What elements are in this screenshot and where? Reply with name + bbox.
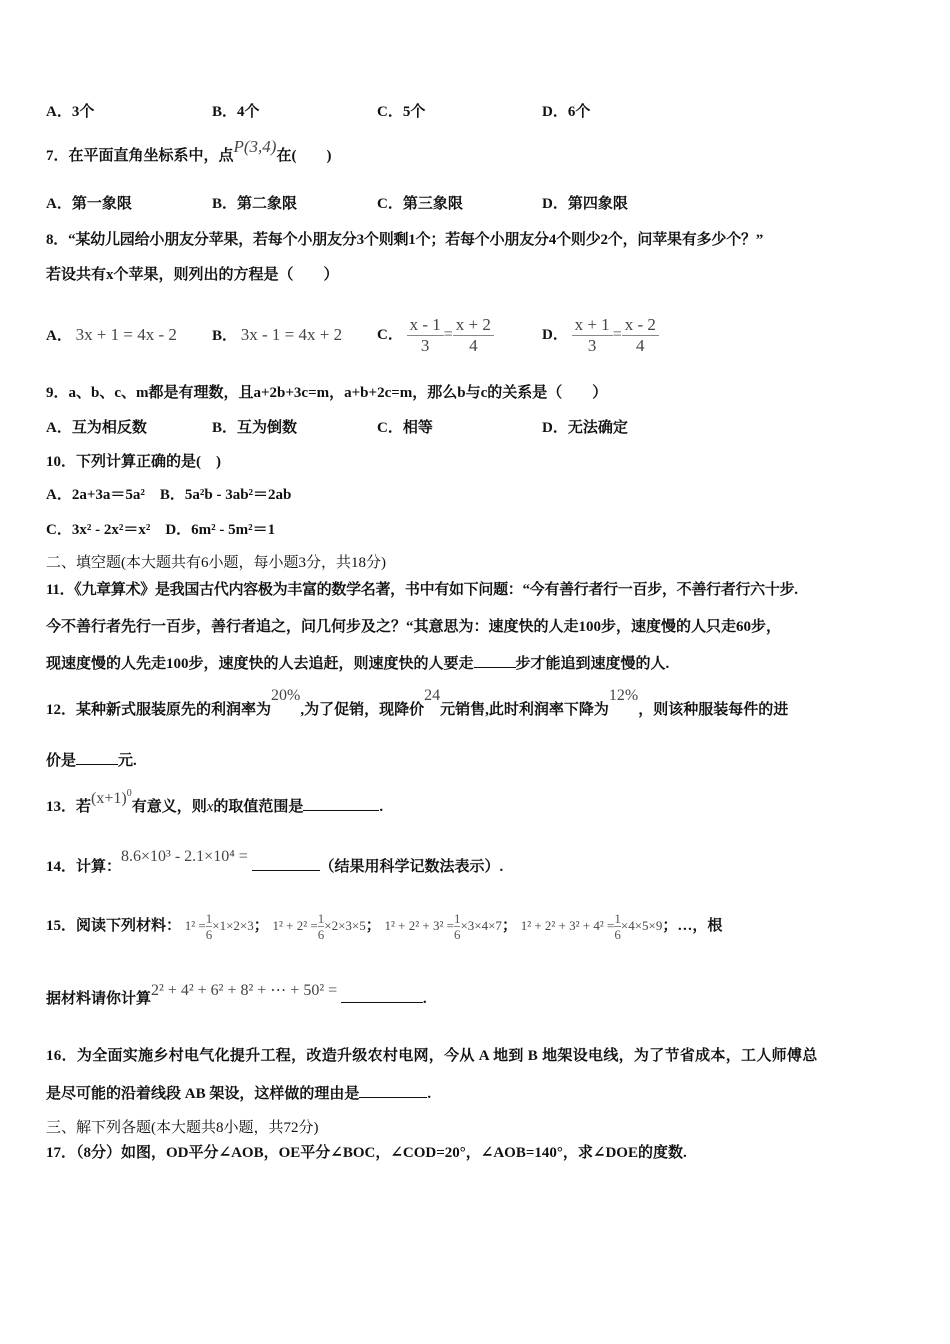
sep: ； bbox=[365, 918, 381, 934]
q7-tail: 在( ) bbox=[276, 148, 332, 164]
text: 价是 bbox=[46, 753, 77, 769]
math: 12% bbox=[608, 687, 639, 704]
q8-option-c bbox=[377, 300, 494, 370]
text: 现速度慢的人先走100步，速度快的人去追赶，则速度快的人要走 bbox=[46, 656, 474, 672]
numerator: 1 bbox=[614, 911, 621, 927]
q8-line1: 8．“某幼儿园给小朋友分苹果，若每个小朋友分3个则剩1个；若每个小朋友分4个则少2个，问苹果有多少个？” bbox=[46, 232, 764, 248]
q11-line3 bbox=[46, 653, 669, 674]
q7-point: P(3,4) bbox=[233, 137, 277, 156]
math: ×1×2×3 bbox=[212, 918, 254, 933]
q8-option-d bbox=[542, 300, 659, 370]
q15-line2 bbox=[46, 982, 427, 1009]
text: 元. bbox=[118, 753, 137, 769]
numerator: x - 2 bbox=[622, 315, 659, 336]
q7-stem bbox=[46, 137, 332, 166]
text: 的取值范围是 bbox=[213, 799, 304, 815]
denominator: 4 bbox=[469, 336, 478, 356]
fraction bbox=[572, 315, 613, 356]
text: 13．若 bbox=[46, 799, 92, 815]
label: C． bbox=[377, 327, 403, 343]
text: ,为了促销，现降价 bbox=[300, 702, 425, 718]
equation: 3x - 1 = 4x + 2 bbox=[240, 325, 343, 344]
q7-option-b: B．第二象限 bbox=[212, 196, 298, 212]
q10-stem: 10．下列计算正确的是( ) bbox=[46, 454, 221, 470]
text: . bbox=[422, 991, 427, 1007]
numerator: x - 1 bbox=[407, 315, 444, 336]
math: 1² + 2² = bbox=[272, 918, 318, 933]
answer-blank bbox=[359, 1083, 427, 1098]
text: 是尽可能的沿着线段 AB 架设，这样做的理由是 bbox=[46, 1086, 360, 1102]
denominator: 4 bbox=[636, 336, 645, 356]
math: 8.6×10³ - 2.1×10⁴ = bbox=[121, 848, 248, 865]
math: ×3×4×7 bbox=[460, 918, 502, 933]
fraction bbox=[622, 315, 659, 356]
q8-option-a bbox=[46, 325, 177, 346]
text: 12．某种新式服装原先的利润率为 bbox=[46, 702, 272, 718]
q16-line1: 16．为全面实施乡村电气化提升工程，改造升级农村电网，今从 A 地到 B 地架设电线，为了节省成本，工人师傅总 bbox=[46, 1048, 818, 1064]
section-3-heading: 三、解下列各题(本大题共8小题，共72分) bbox=[46, 1120, 319, 1136]
q12-line2 bbox=[46, 750, 137, 771]
option-d: D．6个 bbox=[542, 104, 591, 120]
q15-line1 bbox=[46, 904, 722, 948]
text: . bbox=[379, 799, 384, 815]
math: 24 bbox=[424, 687, 441, 704]
numerator: 1 bbox=[205, 911, 213, 927]
denominator: 6 bbox=[614, 927, 621, 943]
q9-option-c: C．相等 bbox=[377, 420, 433, 436]
math: 1² + 2² + 3² = bbox=[384, 918, 454, 933]
label: D． bbox=[542, 327, 568, 343]
numerator: x + 2 bbox=[453, 315, 494, 336]
option-b: B．4个 bbox=[212, 104, 260, 120]
text: 据材料请你计算 bbox=[46, 991, 152, 1007]
math: ×4×5×9 bbox=[620, 918, 663, 933]
equals: = bbox=[443, 326, 453, 343]
q8-option-b bbox=[212, 325, 342, 346]
numerator: 1 bbox=[317, 911, 325, 927]
sep: ； bbox=[253, 918, 269, 934]
denominator: 6 bbox=[205, 927, 213, 943]
text: 元销售,此时利润率下降为 bbox=[440, 702, 609, 718]
math: (x+1) bbox=[91, 790, 127, 807]
q17: 17．（8分）如图，OD平分∠AOB，OE平分∠BOC，∠COD=20°，∠AOB=140°，求∠DOE的度数. bbox=[46, 1145, 687, 1161]
denominator: 6 bbox=[317, 927, 325, 943]
q7-option-c: C．第三象限 bbox=[377, 196, 463, 212]
math: ×2×3×5 bbox=[324, 918, 366, 933]
answer-blank bbox=[474, 653, 516, 668]
text: ，则该种服装每件的进 bbox=[638, 702, 789, 718]
q10-options-cd: C．3x² - 2x²＝x² D．6m² - 5m²＝1 bbox=[46, 522, 276, 538]
answer-blank bbox=[76, 750, 118, 765]
q7-option-d: D．第四象限 bbox=[542, 196, 628, 212]
q9-stem: 9．a、b、c、m都是有理数，且a+2b+3c=m，a+b+2c=m，那么b与c的关系是（ ） bbox=[46, 385, 608, 401]
fraction bbox=[453, 315, 494, 356]
q16-line2 bbox=[46, 1083, 431, 1104]
q14 bbox=[46, 848, 504, 877]
text: （结果用科学记数法表示）. bbox=[319, 859, 504, 875]
label: A． bbox=[46, 328, 72, 344]
label: B． bbox=[212, 328, 238, 344]
section-2-heading: 二、填空题(本大题共有6小题，每小题3分，共18分) bbox=[46, 555, 386, 571]
exponent: 0 bbox=[126, 788, 132, 799]
text: . bbox=[427, 1086, 432, 1102]
answer-blank bbox=[341, 988, 423, 1003]
math: 20% bbox=[271, 687, 301, 704]
option-a: A．3个 bbox=[46, 104, 95, 120]
q7-text: 7．在平面直角坐标系中，点 bbox=[46, 148, 234, 164]
math: 1² + 2² + 3² + 4² = bbox=[520, 918, 615, 933]
q9-option-a: A．互为相反数 bbox=[46, 420, 147, 436]
q11-line1: 11．《九章算术》是我国古代内容极为丰富的数学名著，书中有如下问题：“今有善行者行一百步，不善行者行六十步. bbox=[46, 582, 798, 598]
text: 14．计算： bbox=[46, 859, 122, 875]
fraction bbox=[407, 315, 444, 356]
sep: ； bbox=[501, 918, 517, 934]
math: 1² = bbox=[184, 918, 206, 933]
text: 有意义，则 bbox=[131, 799, 207, 815]
text: 15．阅读下列材料： bbox=[46, 918, 182, 934]
option-c: C．5个 bbox=[377, 104, 426, 120]
q7-option-a: A．第一象限 bbox=[46, 196, 132, 212]
equation: 3x + 1 = 4x - 2 bbox=[75, 325, 177, 344]
numerator: x + 1 bbox=[572, 315, 613, 336]
q8-line2: 若设共有x个苹果，则列出的方程是（ ） bbox=[46, 267, 339, 283]
equals: = bbox=[612, 326, 622, 343]
answer-blank bbox=[252, 856, 320, 871]
text: ；…，根 bbox=[662, 918, 723, 934]
q9-option-d: D．无法确定 bbox=[542, 420, 628, 436]
variable: x bbox=[206, 799, 214, 815]
text: 步才能追到速度慢的人. bbox=[515, 656, 670, 672]
answer-blank bbox=[303, 796, 379, 811]
math: 2² + 4² + 6² + 8² + ⋯ + 50² = bbox=[151, 982, 338, 999]
q12-line1 bbox=[46, 687, 789, 720]
q9-option-b: B．互为倒数 bbox=[212, 420, 298, 436]
q13 bbox=[46, 788, 384, 819]
q10-options-ab: A．2a+3a＝5a² B．5a²b - 3ab²＝2ab bbox=[46, 487, 292, 503]
denominator: 3 bbox=[587, 336, 597, 356]
denominator: 6 bbox=[453, 927, 461, 943]
denominator: 3 bbox=[420, 336, 430, 356]
q11-line2: 今不善行者先行一百步，善行者追之，问几何步及之？“其意思为：速度快的人走100步，速度慢的人只走60步， bbox=[46, 619, 782, 635]
numerator: 1 bbox=[453, 911, 461, 927]
